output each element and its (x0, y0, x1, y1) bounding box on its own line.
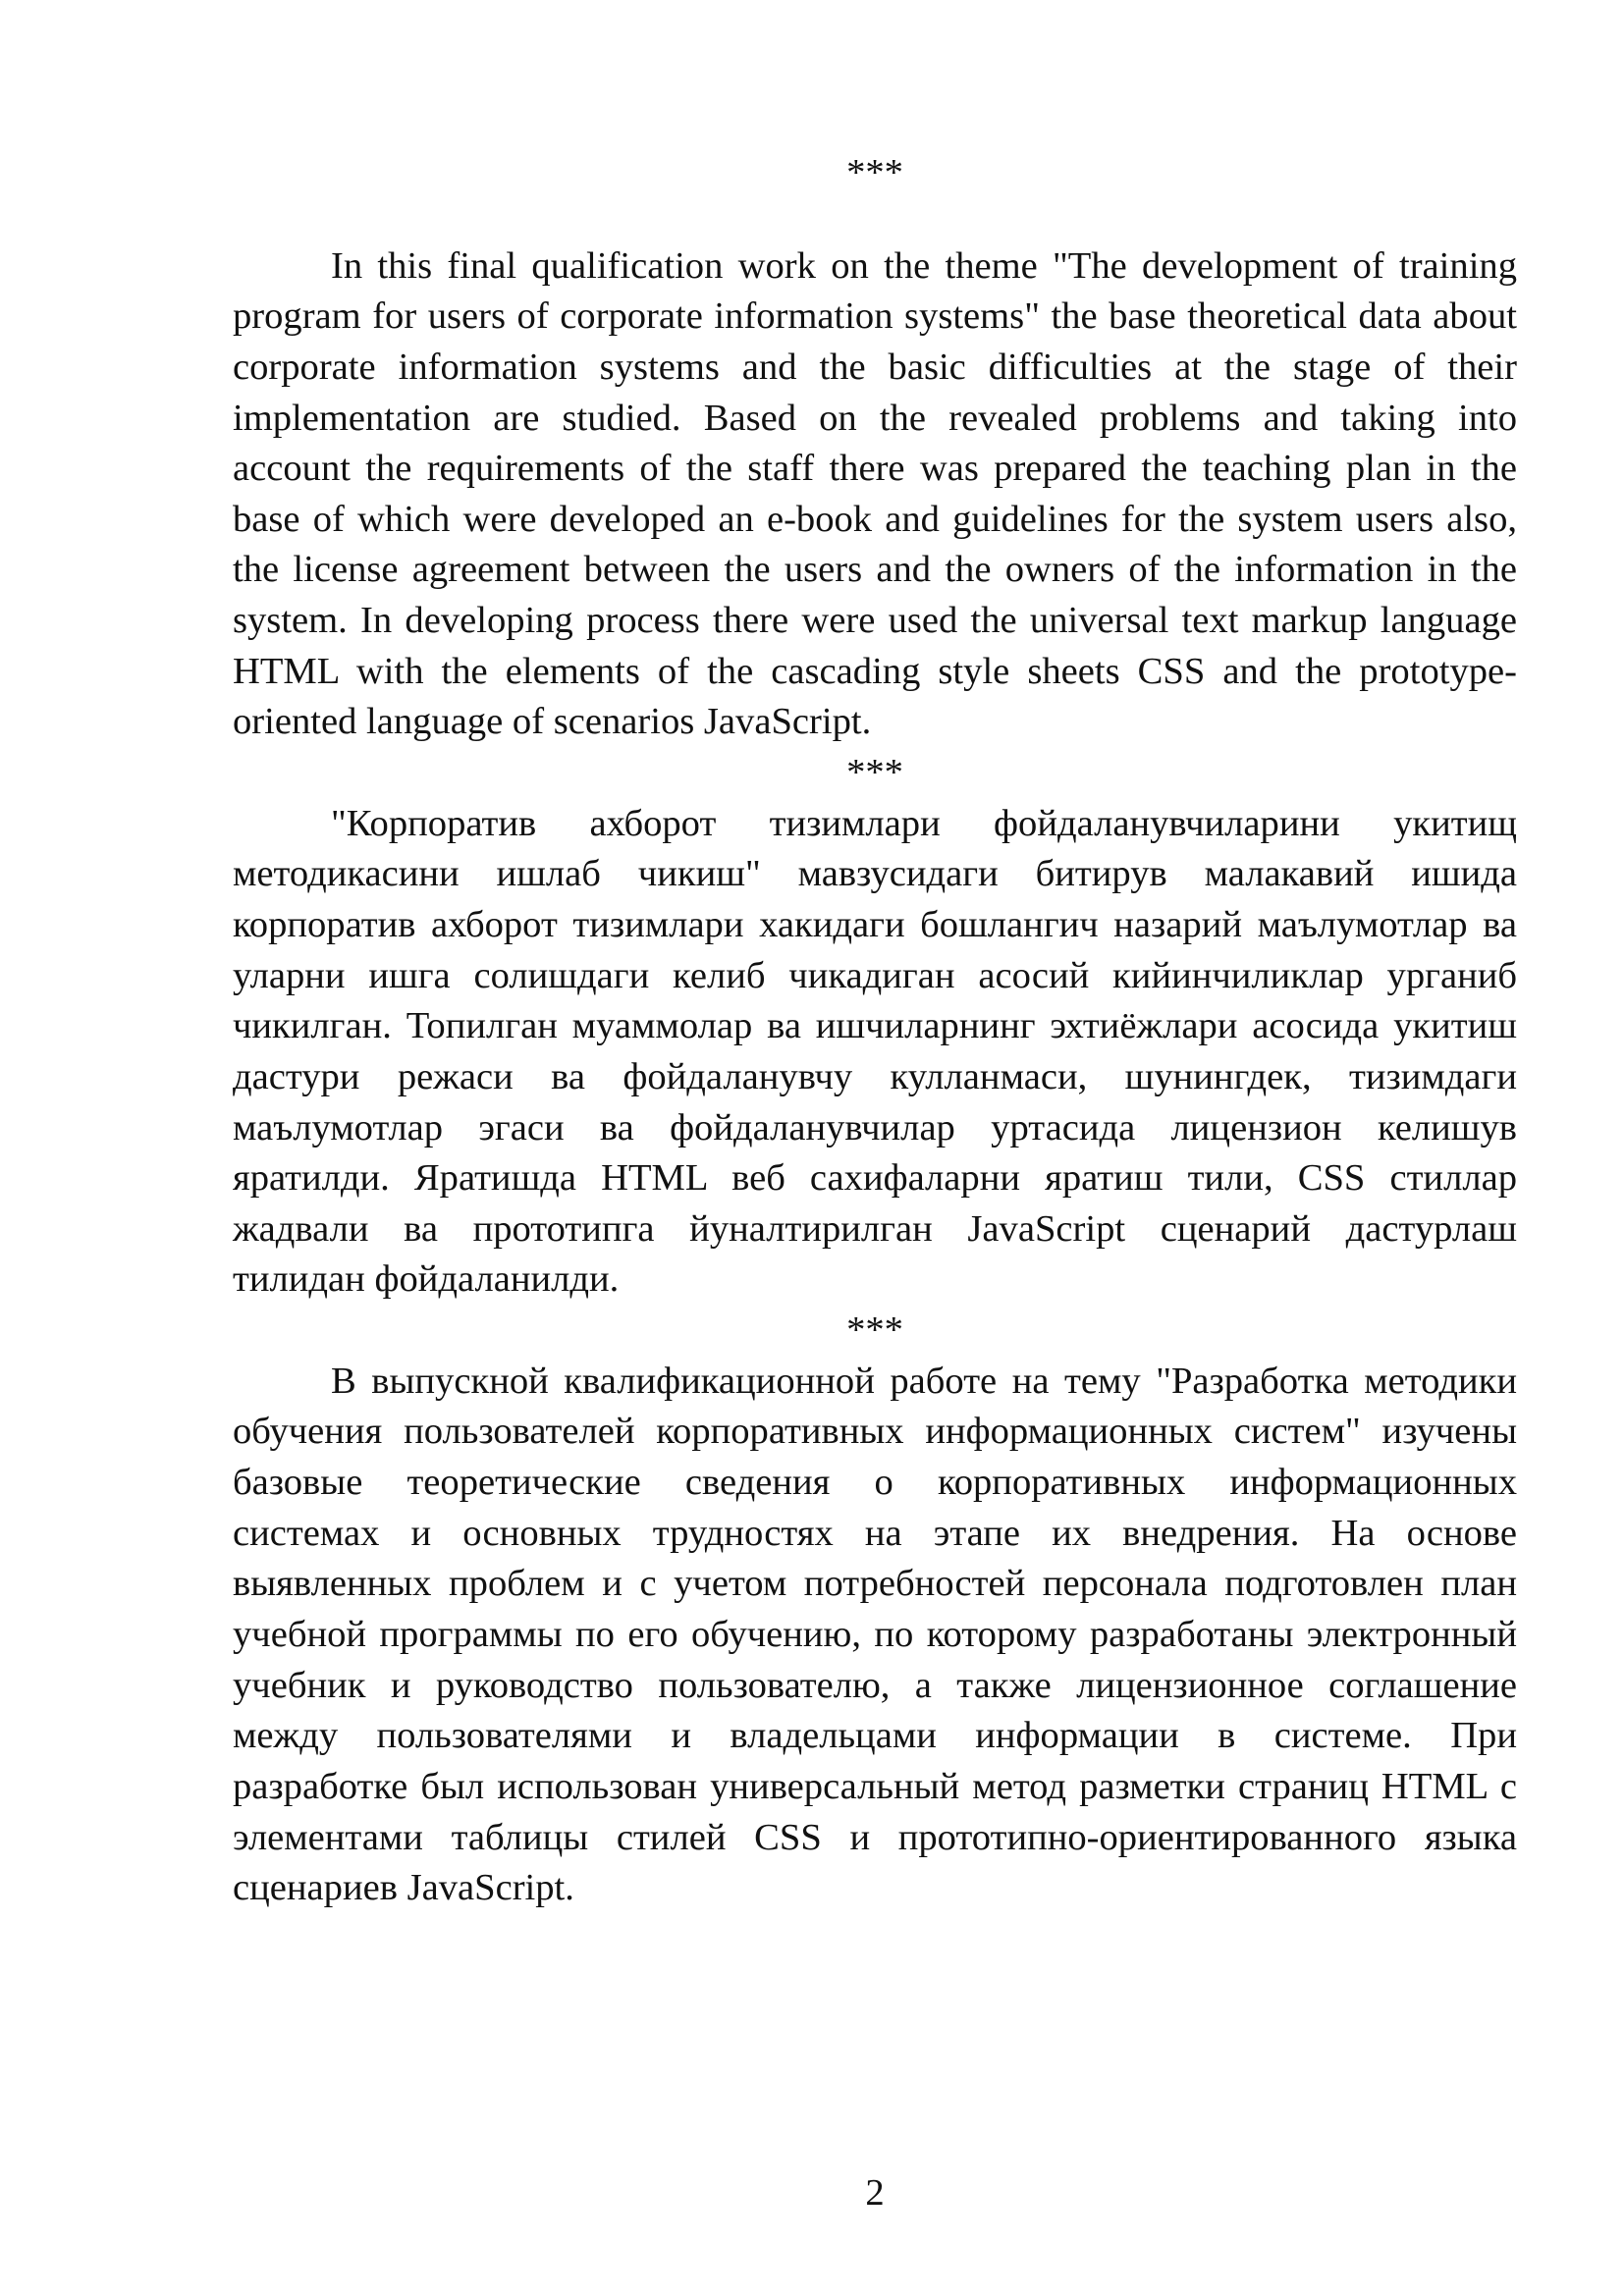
text-line: учебной программы по его обучению, по которому разработаны электронный (233, 1613, 1517, 1655)
section-separator: *** (846, 752, 903, 794)
text-line: HTML with the elements of the cascading style sheets CSS and the prototype- (233, 650, 1517, 692)
abstract-paragraph (233, 1357, 1517, 1914)
text-line: обучения пользователей корпоративных информационных систем" изучены (233, 1411, 1517, 1453)
text-line: oriented language of scenarios JavaScript. (233, 701, 872, 743)
text-line: "Корпоратив ахборот тизимлари фойдаланувчиларини укитищ (331, 802, 1517, 844)
text-line: жадвали ва прототипга йуналтирилган JavaScript сценарий дастурлаш (233, 1207, 1517, 1250)
text-line: the license agreement between the users and the owners of the information in the (233, 549, 1517, 591)
text-line: сценариев JavaScript. (233, 1867, 574, 1909)
text-line: In this final qualification work on the theme "The development of training (331, 244, 1517, 287)
text-line: тилидан фойдаланилди. (233, 1258, 620, 1301)
section-separator: *** (846, 1309, 903, 1352)
text-line: corporate information systems and the basic difficulties at the stage of their (233, 346, 1517, 388)
text-line: системах и основных трудностях на этапе их внедрения. На основе (233, 1512, 1517, 1554)
text-line: program for users of corporate information systems" the base theoretical data about (233, 295, 1517, 338)
text-line: выявленных проблем и с учетом потребностей персонала подготовлен план (233, 1563, 1517, 1605)
section-separator: *** (846, 152, 903, 193)
text-line: дастури режаси ва фойдаланувчу кулланмаси, шунингдек, тизимдаги (233, 1055, 1517, 1097)
text-line: базовые теоретические сведения о корпоративных информационных (233, 1462, 1517, 1504)
text-line: корпоратив ахборот тизимлари хакидаги бошлангич назарий маълумотлар ва (233, 903, 1517, 945)
text-line: base of which were developed an e-book and guidelines for the system users also, (233, 498, 1517, 540)
text-line: яратилди. Яратишда HTML веб сахифаларни яратиш тили, CSS стиллар (233, 1157, 1517, 1200)
text-line: методикасини ишлаб чикиш" мавзусидаги битирув малакавий ишида (233, 853, 1517, 895)
text-line: элементами таблицы стилей CSS и прототипно-ориентированного языка (233, 1816, 1517, 1858)
text-line: чикилган. Топилган муаммолар ва ишчиларнинг эхтиёжлари асосида укитиш (233, 1005, 1517, 1047)
text-line: В выпускной квалификационной работе на тему "Разработка методики (331, 1360, 1517, 1402)
abstract-paragraph (233, 799, 1517, 1306)
text-line: разработке был использован универсальный метод разметки страниц HTML с (233, 1765, 1517, 1807)
text-line: уларни ишга солишдаги келиб чикадиган асосий кийинчиликлар урганиб (233, 954, 1517, 996)
text-line: account the requirements of the staff there was prepared the teaching plan in the (233, 448, 1517, 490)
page-number: 2 (865, 2172, 885, 2214)
abstract-paragraph (233, 241, 1517, 748)
text-column (233, 148, 1517, 1914)
text-line: system. In developing process there were used the universal text markup language (233, 600, 1517, 642)
text-line: implementation are studied. Based on the revealed problems and taking into (233, 397, 1517, 439)
text-line: маълумотлар эгаси ва фойдаланувчилар уртасида лицензион келишув (233, 1106, 1517, 1148)
text-line: между пользователями и владельцами информации в системе. При (233, 1715, 1517, 1757)
text-line: учебник и руководство пользователю, а также лицензионное соглашение (233, 1664, 1517, 1706)
